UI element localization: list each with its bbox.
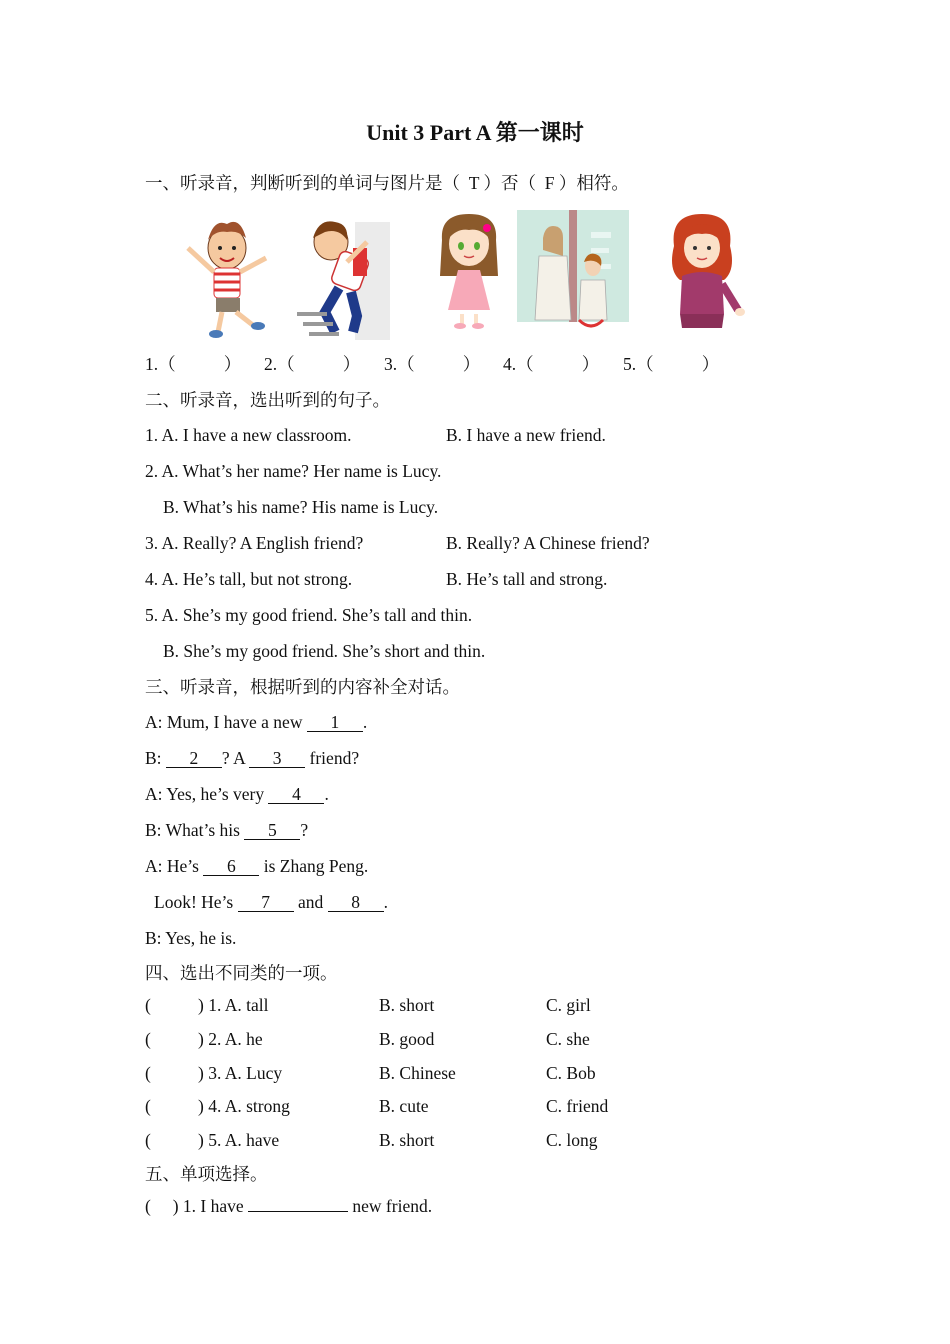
- answer-1[interactable]: 1.（ ）: [145, 354, 242, 374]
- dialogue-line-6: Look! He’s 7 and 8 .: [154, 892, 389, 912]
- s2-q2-option-a: 2. A. What’s her name? Her name is Lucy.: [145, 461, 442, 481]
- option-b: B. Chinese: [379, 1063, 456, 1083]
- s2-q4-option-a: 4. A. He’s tall, but not strong.: [145, 569, 353, 589]
- answer-paren[interactable]: (: [145, 1130, 151, 1150]
- option-c: C. friend: [546, 1096, 609, 1116]
- s5-q1: ( ) 1. I have new friend.: [145, 1196, 433, 1216]
- option-a: ) 1. A. tall: [198, 995, 269, 1015]
- option-a: ) 5. A. have: [198, 1130, 280, 1150]
- blank-6[interactable]: 6: [203, 857, 259, 876]
- section3-heading: 三、听录音，根据听到的内容补全对话。: [145, 677, 460, 697]
- s5-q1-blank[interactable]: [248, 1211, 348, 1212]
- dialogue-line-3: A: Yes, he’s very 4 .: [145, 784, 329, 804]
- section4-heading: 四、选出不同类的一项。: [145, 963, 338, 983]
- section1-heading: 一、听录音，判断听到的单词与图片是（ T ）否（ F ）相符。: [145, 173, 629, 193]
- answer-paren[interactable]: (: [145, 995, 151, 1015]
- dialogue-line-5: A: He’s 6 is Zhang Peng.: [145, 856, 369, 876]
- s2-q2-option-b: B. What’s his name? His name is Lucy.: [163, 497, 439, 517]
- s2-q5-option-a: 5. A. She’s my good friend. She’s tall and thin.: [145, 605, 473, 625]
- dialogue-line-4: B: What’s his 5 ?: [145, 820, 309, 840]
- option-c: C. long: [546, 1130, 598, 1150]
- answer-paren[interactable]: (: [145, 1096, 151, 1116]
- option-b: B. short: [379, 1130, 435, 1150]
- blank-7[interactable]: 7: [238, 893, 294, 912]
- s2-q1-option-a: 1. A. I have a new classroom.: [145, 425, 352, 445]
- s2-q3-option-a: 3. A. Really? A English friend?: [145, 533, 364, 553]
- blank-2[interactable]: 2: [166, 749, 222, 768]
- blank-1[interactable]: 1: [307, 713, 363, 732]
- blank-3[interactable]: 3: [249, 749, 305, 768]
- height-chart-icon: [517, 210, 629, 328]
- answer-5[interactable]: 5.（ ）: [623, 354, 720, 374]
- boy-pushing-icon: [295, 212, 395, 342]
- answer-4[interactable]: 4.（ ）: [503, 354, 600, 374]
- blank-4[interactable]: 4: [268, 785, 324, 804]
- option-a: ) 3. A. Lucy: [198, 1063, 283, 1083]
- answer-3[interactable]: 3.（ ）: [384, 354, 481, 374]
- option-b: B. short: [379, 995, 435, 1015]
- answer-paren[interactable]: (: [145, 1063, 151, 1083]
- s2-q3-option-b: B. Really? A Chinese friend?: [446, 533, 650, 553]
- answer-paren[interactable]: (: [145, 1029, 151, 1049]
- boy-dancing-icon: [180, 210, 275, 340]
- page-title: Unit 3 Part A 第一课时: [366, 120, 584, 145]
- option-c: C. she: [546, 1029, 590, 1049]
- option-b: B. good: [379, 1029, 435, 1049]
- option-a: ) 4. A. strong: [198, 1096, 290, 1116]
- dialogue-line-2: B: 2 ? A 3 friend?: [145, 748, 360, 768]
- girl-pink-dress-icon: [432, 210, 507, 332]
- option-b: B. cute: [379, 1096, 429, 1116]
- dialogue-line-1: A: Mum, I have a new 1 .: [145, 712, 368, 732]
- section2-heading: 二、听录音，选出听到的句子。: [145, 390, 390, 410]
- option-c: C. Bob: [546, 1063, 596, 1083]
- s2-q4-option-b: B. He’s tall and strong.: [446, 569, 608, 589]
- s2-q5-option-b: B. She’s my good friend. She’s short and thin.: [163, 641, 486, 661]
- option-c: C. girl: [546, 995, 591, 1015]
- answer-2[interactable]: 2.（ ）: [264, 354, 361, 374]
- dialogue-line-7: B: Yes, he is.: [145, 928, 237, 948]
- blank-5[interactable]: 5: [244, 821, 300, 840]
- option-a: ) 2. A. he: [198, 1029, 263, 1049]
- blank-8[interactable]: 8: [328, 893, 384, 912]
- girl-red-hair-icon: [662, 210, 746, 332]
- s2-q1-option-b: B. I have a new friend.: [446, 425, 606, 445]
- section5-heading: 五、单项选择。: [145, 1164, 268, 1184]
